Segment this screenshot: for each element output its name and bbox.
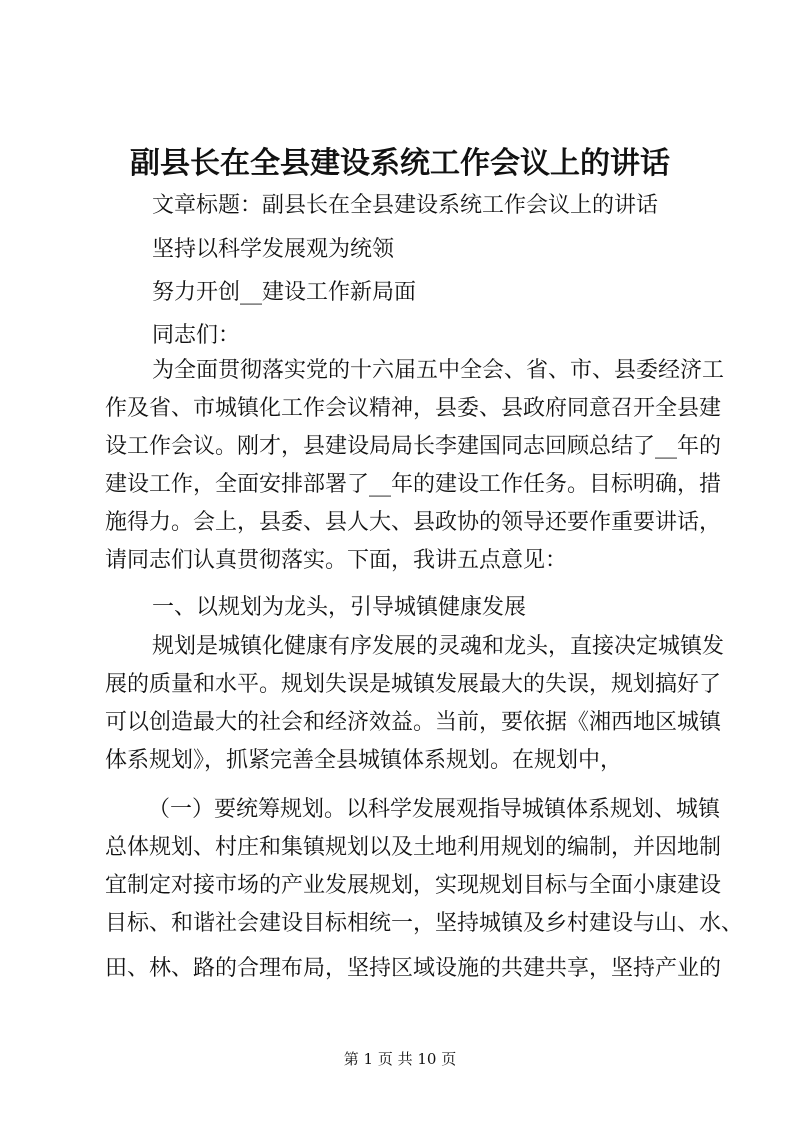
paragraph-line: 目标、和谐社会建设目标相统一，坚持城镇及乡村建设与山、水、 <box>105 911 744 936</box>
document-title: 副县长在全县建设系统工作会议上的讲话 <box>130 146 670 181</box>
paragraph-line: 总体规划、村庄和集镇规划以及土地利用规划的编制，并因地制 <box>105 835 722 860</box>
paragraph-line: 展的质量和水平。规划失误是城镇发展最大的失误，规划搞好了 <box>105 672 722 697</box>
paragraph-line: （一）要统筹规划。以科学发展观指导城镇体系规划、城镇 <box>148 797 721 822</box>
paragraph-line: 田、林、路的合理布局，坚持区域设施的共建共享，坚持产业的 <box>105 956 722 981</box>
paragraph-line: 体系规划》，抓紧完善全县城镇体系规划。在规划中， <box>105 748 623 773</box>
paragraph-line: 建设工作，全面安排部署了__年的建设工作任务。目标明确，措 <box>105 472 722 497</box>
paragraph-line: 规划是城镇化健康有序发展的灵魂和龙头，直接决定城镇发 <box>152 634 725 659</box>
section-heading: 一、以规划为龙头，引导城镇健康发展 <box>152 595 527 620</box>
salutation: 同志们： <box>152 323 241 348</box>
paragraph-line: 施得力。会上，县委、县人大、县政协的领导还要作重要讲话， <box>105 510 722 535</box>
paragraph-line: 可以创造最大的社会和经济效益。当前，要依据《湘西地区城镇 <box>105 710 722 735</box>
article-title-line: 文章标题：副县长在全县建设系统工作会议上的讲话 <box>152 193 659 218</box>
paragraph-line: 请同志们认真贯彻落实。下面，我讲五点意见： <box>105 548 568 573</box>
paragraph-line: 为全面贯彻落实党的十六届五中全会、省、市、县委经济工 <box>152 358 725 383</box>
slogan-line-2: 努力开创__建设工作新局面 <box>152 280 417 305</box>
slogan-line-1: 坚持以科学发展观为统领 <box>152 237 395 262</box>
paragraph-line: 宜制定对接市场的产业发展规划，实现规划目标与全面小康建设 <box>105 873 722 898</box>
page-footer: 第 1 页 共 10 页 <box>343 1050 457 1068</box>
paragraph-line: 设工作会议。刚才，县建设局局长李建国同志回顾总结了__年的 <box>105 434 722 459</box>
paragraph-line: 作及省、市城镇化工作会议精神，县委、县政府同意召开全县建 <box>105 396 722 421</box>
